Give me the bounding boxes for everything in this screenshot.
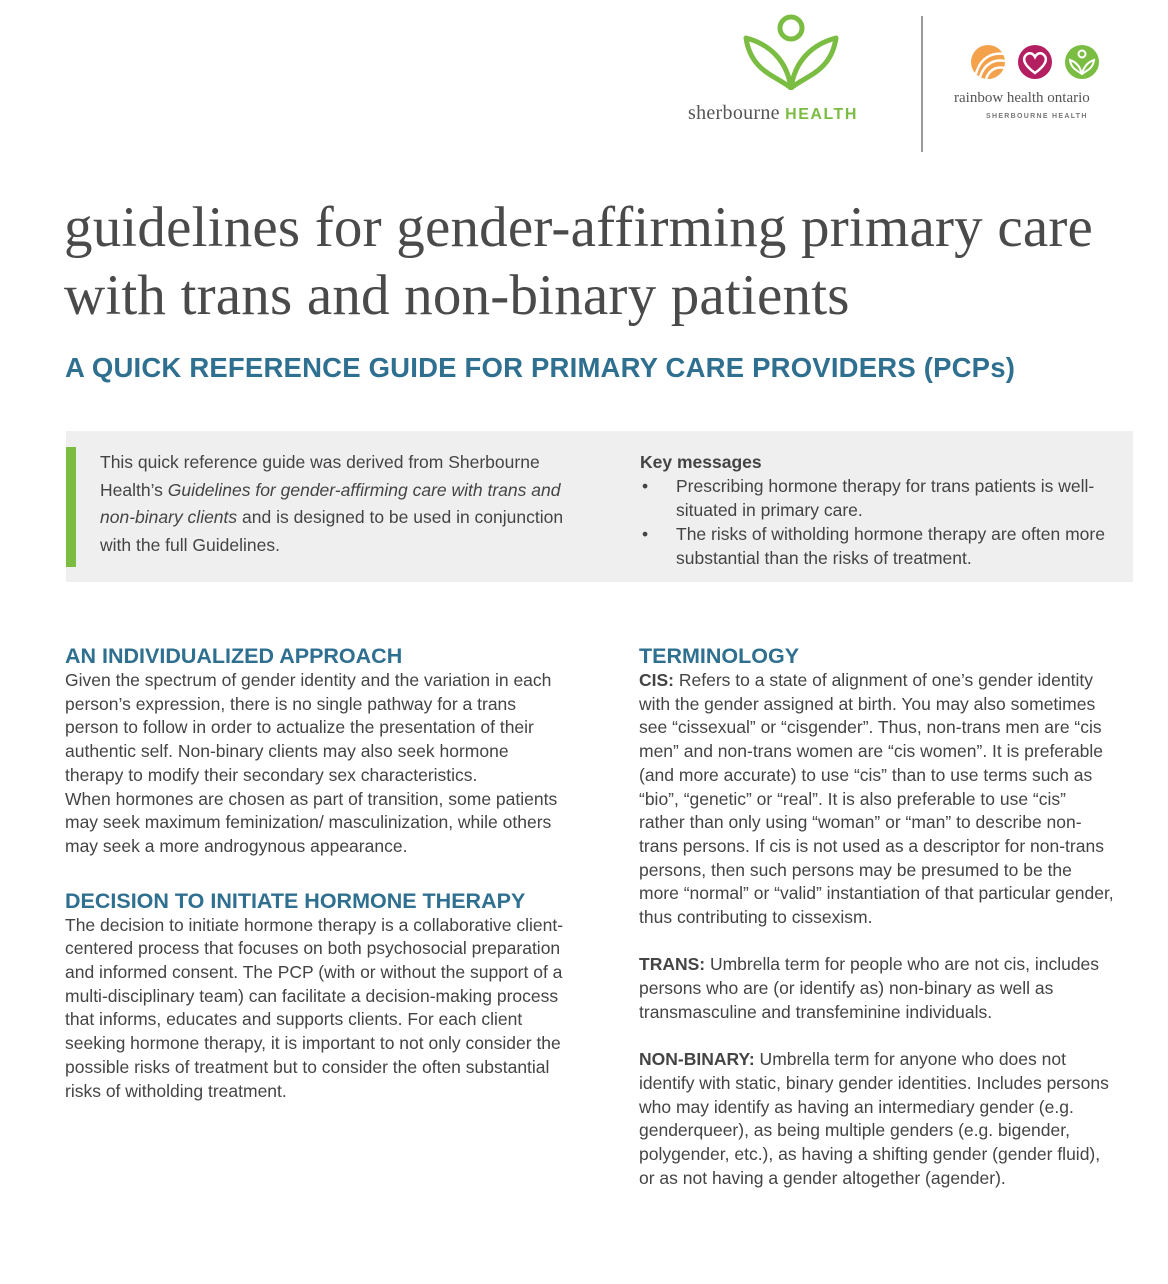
- page-title: guidelines for gender-affirming primary care with trans and non-binary patients: [64, 196, 1094, 327]
- rho-name: rainbow health ontario: [954, 90, 1090, 106]
- intro-text: This quick reference guide was derived from Sherbourne Health’s Guidelines for gender-affirming care with trans and non-binary clients and is designed to be used in conjunction with the full Guidelines.: [100, 452, 564, 555]
- bullet-icon: •: [642, 476, 649, 496]
- logo-divider: [921, 16, 923, 152]
- sherbourne-brand-text: sherbourne HEALTH: [688, 102, 858, 124]
- key-messages-title: Key messages: [640, 452, 762, 472]
- page-subtitle: A QUICK REFERENCE GUIDE FOR PRIMARY CARE PROVIDERS (PCPs): [65, 352, 1016, 383]
- green-accent-bar: [66, 447, 76, 567]
- section-heading-terminology: TERMINOLOGY: [639, 644, 800, 668]
- term-trans: TRANS: Umbrella term for people who are not cis, includes persons who are (or identify as) non-binary as well as transmasculine and transfeminine individuals.: [639, 954, 1100, 1022]
- paragraph: The decision to initiate hormone therapy is a collaborative client-centered process that focuses on both psychosocial preparation and informed consent. The PCP (with or without the support of a multi-disciplinary team) can facilitate a decision-making process that informs, educates and supports clients. For each client seeking hormone therapy, it is important to not only consider the possible risks of treatment but to consider the often substantial risks of witholding treatment.: [65, 914, 564, 1101]
- info-box: [66, 431, 1133, 582]
- paragraph: Given the spectrum of gender identity and the variation in each person’s expression, there is no single pathway for a trans person to follow in order to actualize the presentation of their authentic self. Non-binary clients may also seek hormone therapy to modify their secondary sex characteristics.: [65, 670, 552, 785]
- key-message-item: • The risks of witholding hormone therapy are often more substantial than the risks of treatment.: [642, 524, 1105, 568]
- rho-circles-icon: [970, 44, 1100, 82]
- sherbourne-leaf-person-icon: [743, 14, 839, 90]
- section-heading-decision: DECISION TO INITIATE HORMONE THERAPY: [65, 888, 526, 913]
- right-column: [639, 643, 1114, 1190]
- green-sprout-circle-icon: [1065, 45, 1099, 79]
- section-heading-individualized: AN INDIVIDUALIZED APPROACH: [65, 644, 403, 668]
- term-non-binary: NON-BINARY: Umbrella term for anyone who does not identify with static, binary gender identities. Includes persons who may identify as having an intermediary gender (e.g. genderqueer), as being multiple genders (e.g. bigender, polygender, etc.), as having a shifting gender (gender fluid), or as not having a gender altogether (agender).: [639, 1049, 1109, 1188]
- paragraph: When hormones are chosen as part of transition, some patients may seek maximum feminization/ masculinization, while others may seek a more androgynous appearance.: [65, 788, 558, 856]
- term-cis: CIS: Refers to a state of alignment of one’s gender identity with the gender assigned at birth. You may also sometimes see “cissexual” or “cisgender”. Thus, non-trans men are “cis men” and non-trans women are “cis women”. It is preferable (and more accurate) to use “cis” than to use terms such as “bio”, “genetic” or “real”. It is also preferable to use “cis” rather than only using “woman” or “man” to describe non-trans persons. If cis is not used as a descriptor for non-trans persons, then such persons may be presumed to be the more “normal” or “valid” instantiation of that particular gender, thus contributing to cissexism.: [639, 670, 1114, 928]
- key-message-item: • Prescribing hormone therapy for trans patients is well-situated in primary care.: [642, 476, 1095, 520]
- sherbourne-health-logo: [688, 14, 898, 126]
- magenta-heart-circle-icon: [1018, 45, 1052, 79]
- bullet-icon: •: [642, 524, 649, 544]
- guidelines-title-italic: Guidelines for gender-affirming care with trans and non-binary clients: [100, 479, 561, 527]
- left-column: [65, 643, 570, 1103]
- rho-subtitle: SHERBOURNE HEALTH: [986, 113, 1088, 120]
- key-messages: [640, 450, 1120, 570]
- rainbow-health-ontario-logo: [948, 44, 1128, 134]
- orange-rainbow-circle-icon: [971, 45, 1005, 79]
